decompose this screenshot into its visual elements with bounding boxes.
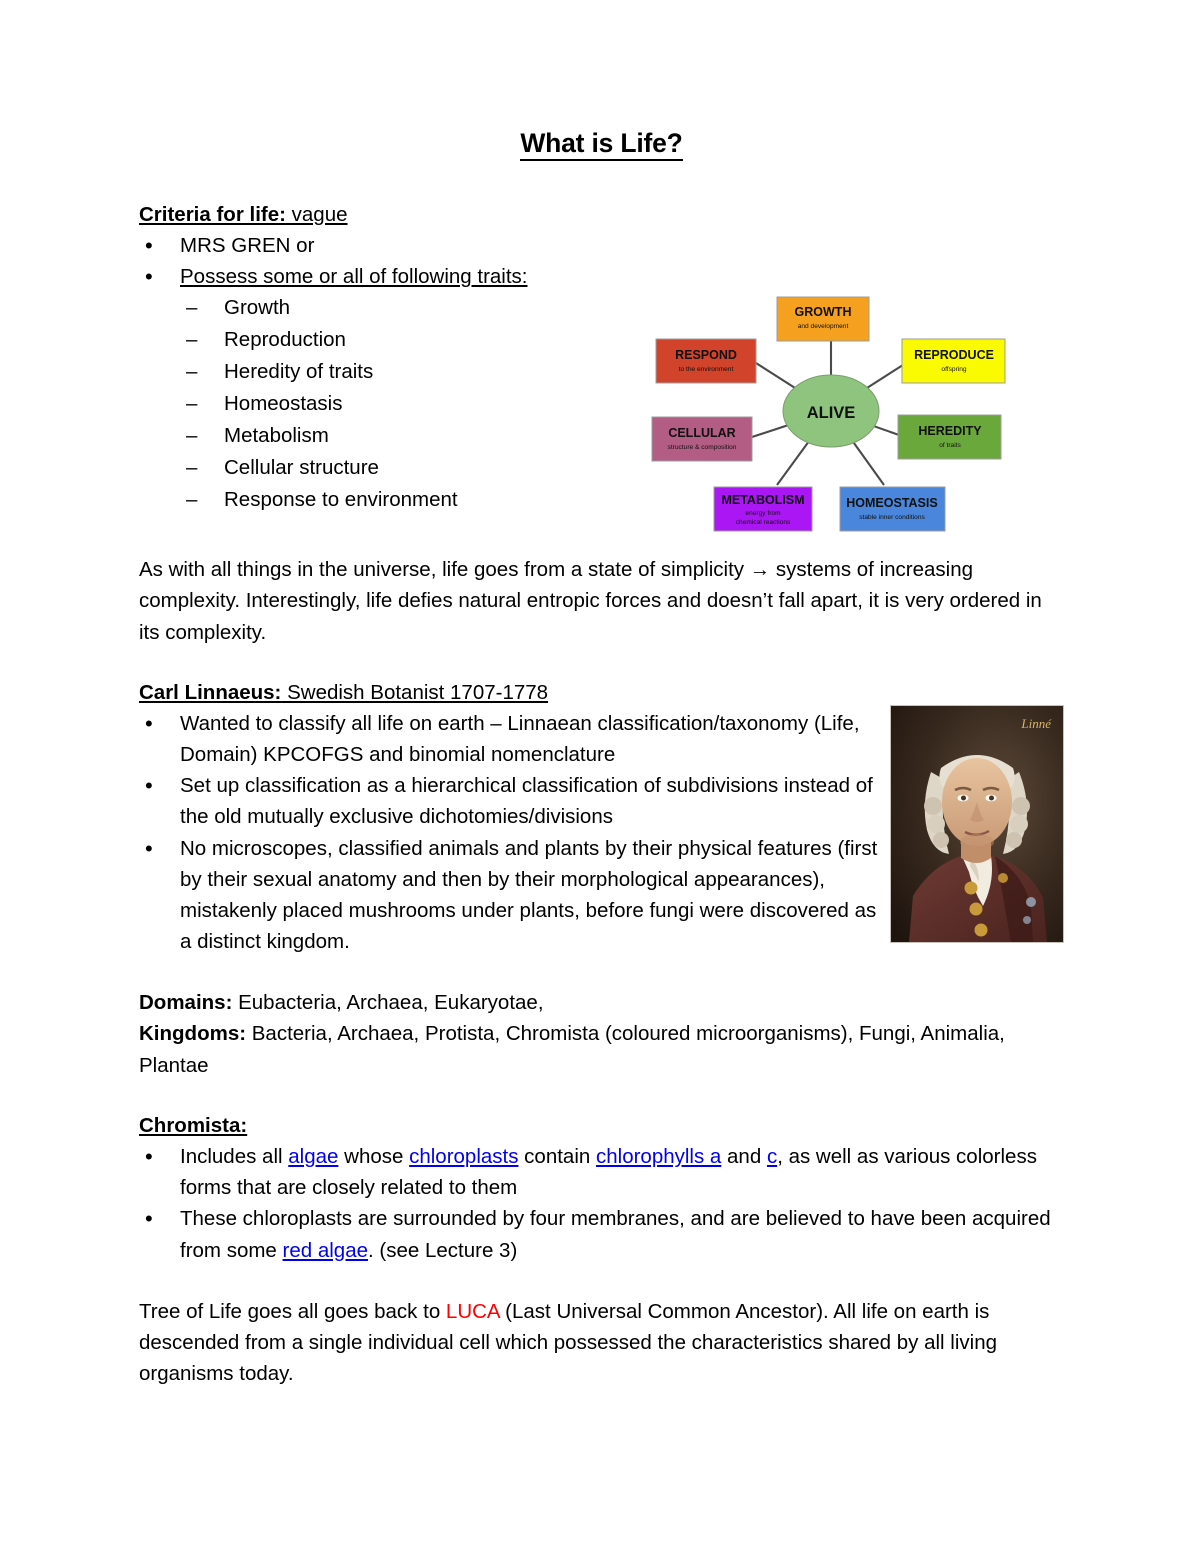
portrait-medal [1023,916,1031,924]
trait-cellular-structure: Cellular structure [224,456,379,480]
domains-label: Domains: [139,991,233,1015]
spacer [139,648,1064,678]
node-reproduce [902,339,1005,383]
linnaeus-heading [139,678,1064,708]
list-item [139,770,884,832]
node-heredity [898,415,1001,459]
node-growth-title: GROWTH [794,305,852,319]
node-respond-subtitle: to the environment [678,366,734,373]
node-respond-title: RESPOND [675,348,737,362]
list-item [139,1141,1064,1203]
luca-part1: Tree of Life goes all goes back to [139,1299,446,1323]
chromista-b1-part1: Includes all [180,1145,289,1169]
criteria-bullet-1: Possess some or all of following traits: [180,265,528,289]
spacer [139,1266,1064,1296]
portrait-button [975,924,988,937]
alive-diagram-svg [644,289,1018,536]
page-title: What is Life? [139,128,1064,160]
portrait-button [998,873,1008,883]
luca-part2: (Last Universal Common Ancestor). All life on earth is descended from a single individual cell which possessed the characteristics shared by all living organisms today. [139,1299,998,1385]
chromista-b1-part2: whose [338,1145,410,1169]
criteria-bullet-0: MRS GREN or [180,234,315,258]
trait-growth: Growth [224,296,291,320]
portrait-curl [933,832,949,848]
portrait-curl [1006,832,1022,848]
node-cellular [652,417,752,461]
portrait-curl [924,797,942,815]
criteria-bullet-list [139,230,1064,292]
node-respond [656,339,756,383]
spacer [139,957,1064,987]
portrait-curl [927,815,945,833]
node-heredity-subtitle: of traits [939,442,961,449]
criteria-heading-rest: vague [285,202,348,226]
list-item [139,230,1064,261]
node-homeostasis-title: HOMEOSTASIS [846,496,938,510]
link-chlorophyll-c[interactable]: c [766,1145,778,1169]
luca-paragraph [139,1296,1064,1389]
kingdoms-line [139,1018,1064,1080]
node-reproduce-subtitle: offspring [941,366,967,373]
portrait-chin [960,834,994,850]
trait-metabolism: Metabolism [224,424,329,448]
portrait-pupil-right [989,796,994,801]
domains-line [139,987,1064,1018]
node-metabolism-subtitle-2: chemical reactions [735,519,791,526]
node-growth-subtitle: and development [797,323,849,330]
portrait-button [965,882,978,895]
kingdoms-label: Kingdoms: [139,1022,247,1046]
list-item [139,1203,1064,1265]
trait-homeostasis: Homeostasis [224,392,343,416]
list-item [139,708,884,770]
chromista-b1-part3: contain [518,1145,596,1169]
chromista-b1-part4: and [721,1145,767,1169]
kingdoms-value: Bacteria, Archaea, Protista, Chromista (coloured microorganisms), Fungi, Animalia, Plantae [139,1022,1005,1077]
node-heredity-title: HEREDITY [918,424,982,438]
linnaeus-heading-name: Carl Linnaeus: [139,680,282,704]
linnaeus-bullet-2: No microscopes, classified animals and plants by their physical features (first by their sexual anatomy and then by their morphological appearances), mistakenly placed mushrooms under plants, before fungi were discovered as a distinct kingdom. [180,836,878,954]
node-metabolism-subtitle-1: energy from [745,510,781,517]
luca-highlight: LUCA [445,1299,500,1323]
chromista-heading-text: Chromista: [139,1113,248,1137]
node-reproduce-title: REPRODUCE [914,348,994,362]
link-chloroplasts[interactable]: chloroplasts [409,1145,519,1169]
node-homeostasis-subtitle: stable inner conditions [859,514,925,521]
alive-concept-diagram [644,289,1018,536]
node-cellular-title: CELLULAR [668,426,736,440]
trait-response: Response to environment [224,488,458,512]
criteria-heading [139,200,1064,230]
spacer [139,1081,1064,1111]
node-alive-label: ALIVE [806,404,856,422]
link-red-algae[interactable]: red algae [282,1238,369,1262]
complexity-paragraph: As with all things in the universe, life goes from a state of simplicity → systems of increasing complexity. Interestingly, life defies natural entropic forces and doesn’t fall apart, it is very ordered in its complexity. [139,558,1042,644]
chromista-heading [139,1111,1064,1141]
portrait-medal [1026,897,1036,907]
trait-reproduction: Reproduction [224,328,346,352]
list-item [139,833,884,958]
node-alive-center [783,375,879,447]
node-homeostasis [840,487,945,531]
linnaeus-bullet-list [139,708,884,957]
node-metabolism-title: METABOLISM [721,493,805,507]
list-item [139,261,1064,292]
linnaeus-bullet-0: Wanted to classify all life on earth – Linnaean classification/taxonomy (Life, Domain) KPCOFGS and binomial nomenclature [180,712,860,767]
node-cellular-subtitle: structure & composition [667,444,737,451]
chromista-b2-part2: . (see Lecture 3) [368,1238,518,1262]
link-chlorophylls-a[interactable]: chlorophylls a [595,1145,722,1169]
portrait-curl [1010,815,1028,833]
criteria-heading-bold: Criteria for life: [139,202,286,226]
portrait-pupil-left [961,796,966,801]
carl-linnaeus-portrait [890,705,1064,943]
domains-value: Eubacteria, Archaea, Eukaryotae, [232,991,544,1015]
trait-heredity: Heredity of traits [224,360,374,384]
linnaeus-bullet-1: Set up classification as a hierarchical classification of subdivisions instead of the old mutually exclusive dichotomies/divisions [180,774,873,829]
chromista-bullet-list [139,1141,1064,1266]
linnaeus-heading-rest: Swedish Botanist 1707-1778 [281,680,549,704]
portrait-curl [1012,797,1030,815]
node-metabolism [714,487,812,531]
portrait-svg [891,706,1063,942]
node-growth [777,297,869,341]
portrait-button [970,903,983,916]
portrait-signature: Linné [1021,716,1051,731]
chromista-b2-part1: These chloroplasts are surrounded by four membranes, and are believed to have been acquired from some [180,1207,1051,1262]
chromista-b1-part5: , as well as various colorless forms that are closely related to them [180,1145,1037,1200]
link-algae[interactable]: algae [288,1145,339,1169]
